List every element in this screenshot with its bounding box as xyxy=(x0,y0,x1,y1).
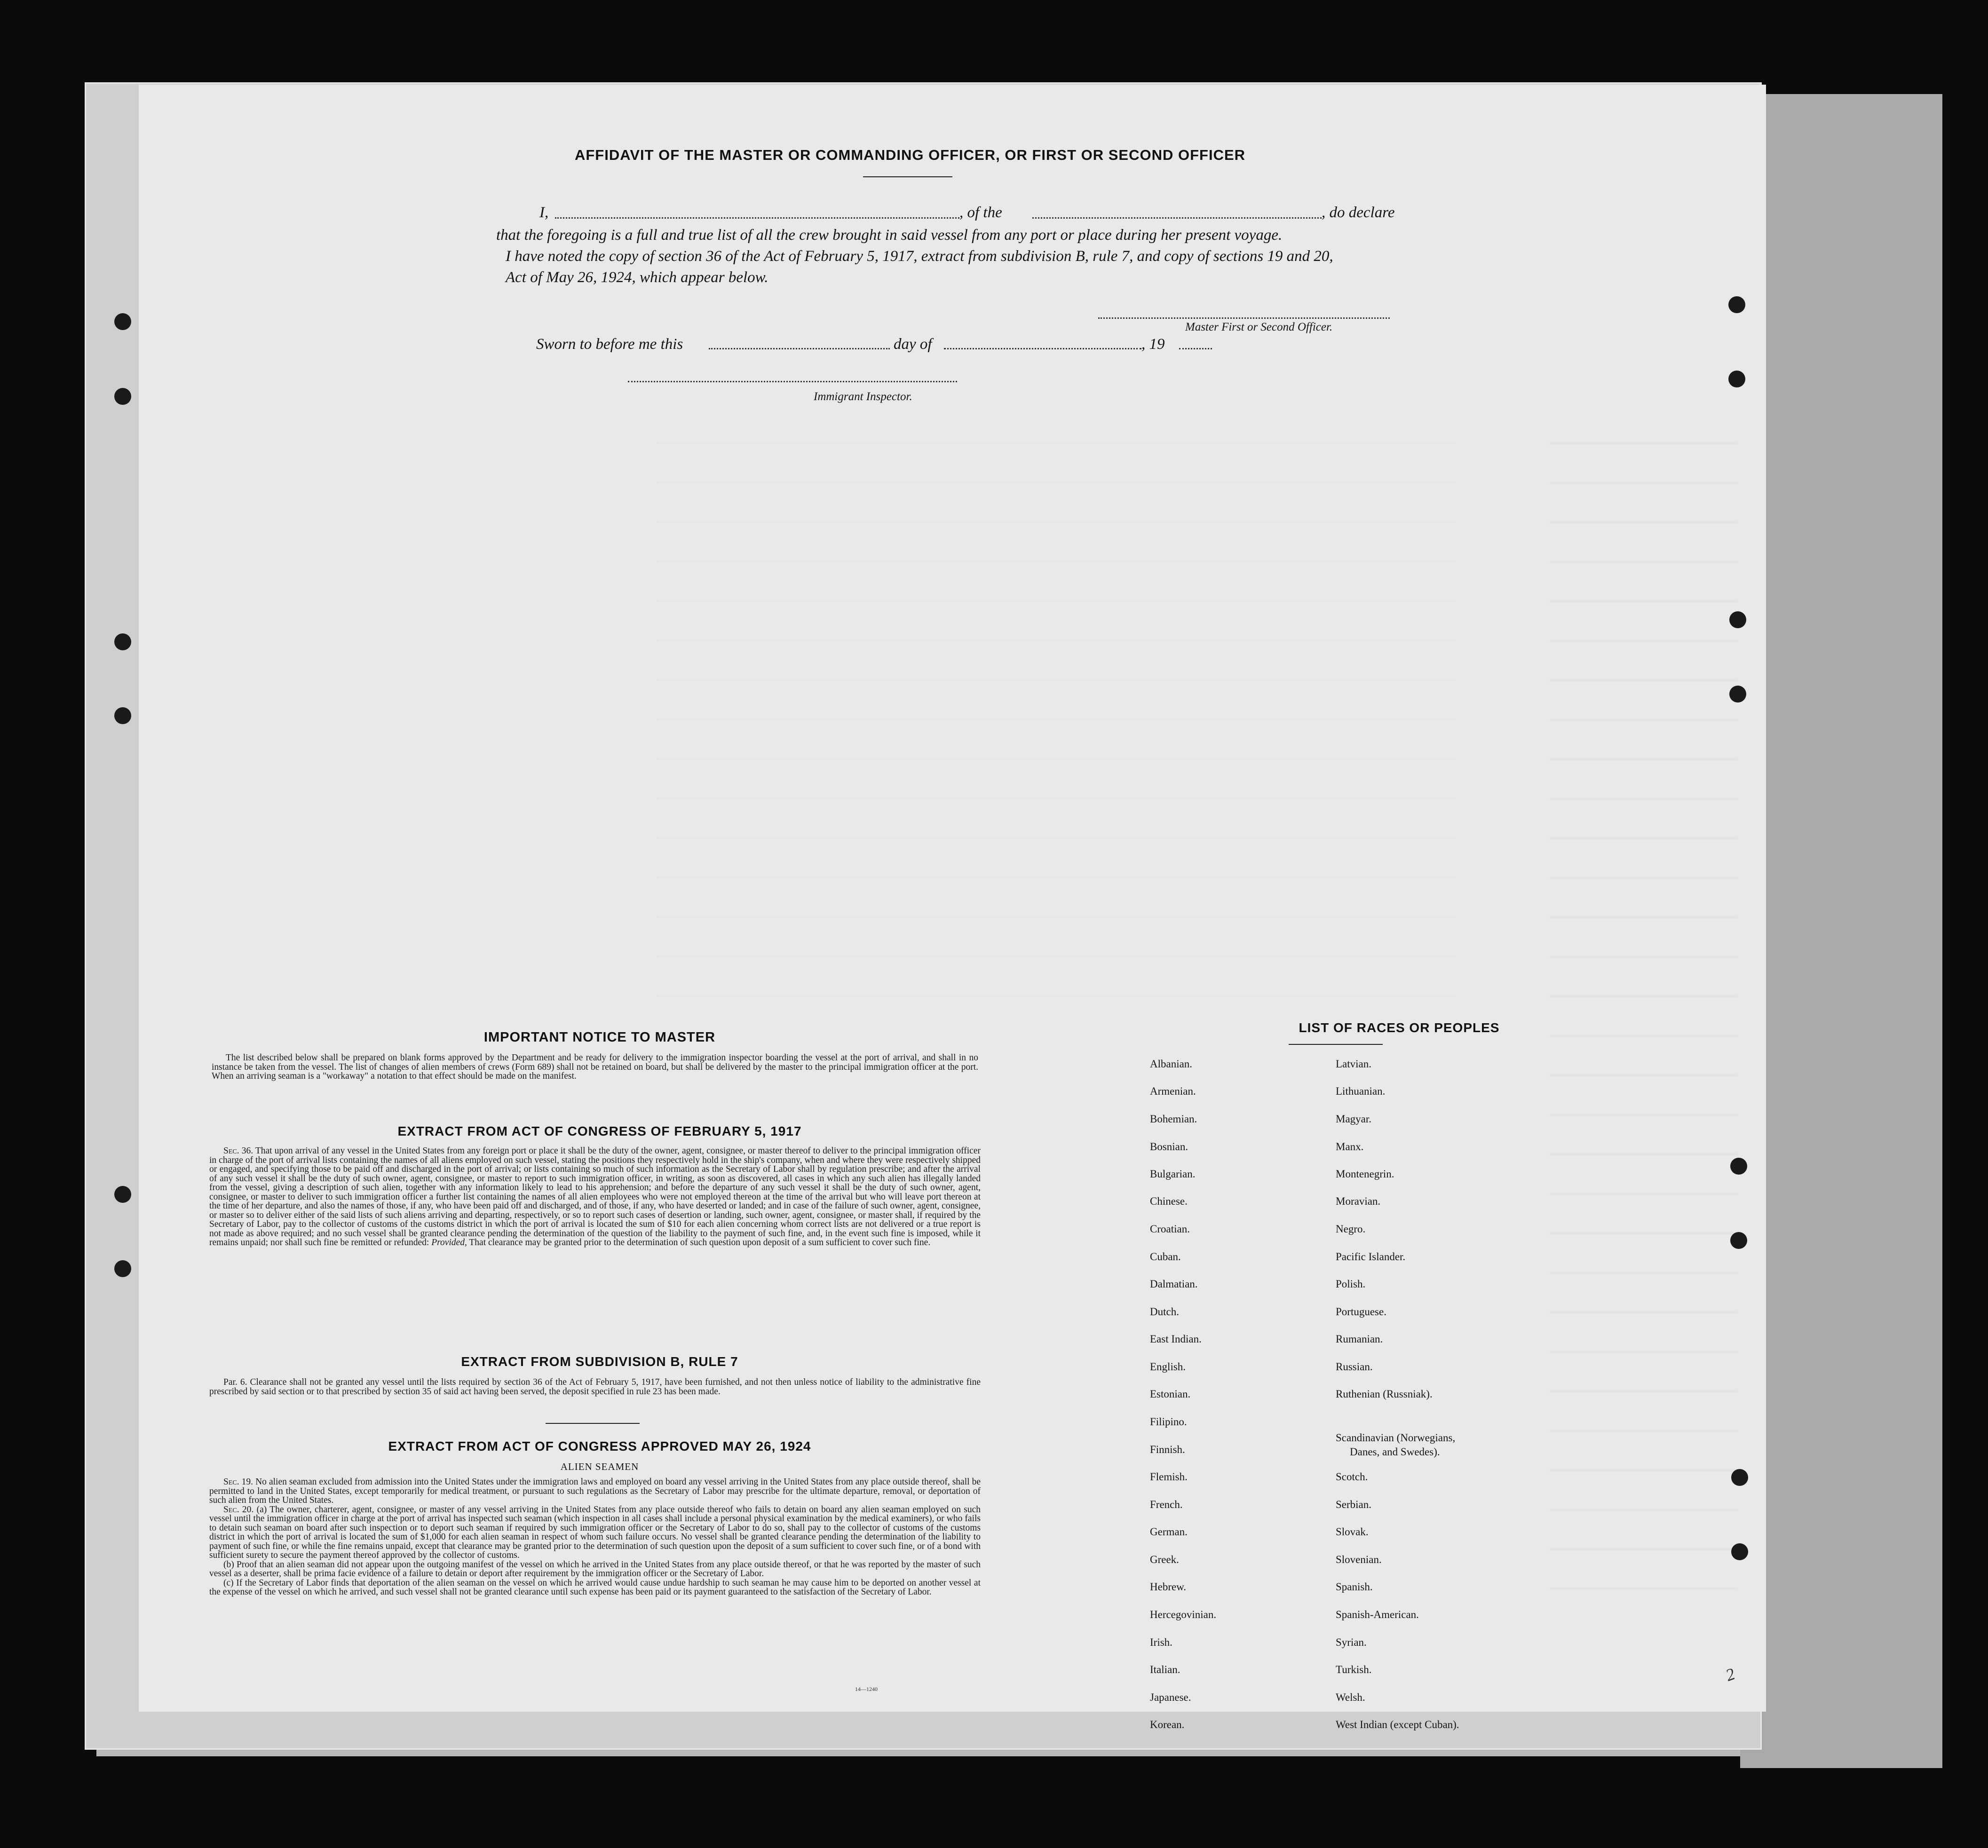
race-item: Manx. xyxy=(1336,1141,1364,1153)
sworn-month-blank[interactable] xyxy=(944,348,1141,349)
section-36-label: Sec. 36. xyxy=(223,1146,253,1156)
punch-hole xyxy=(1731,1543,1748,1560)
inspector-caption: Immigrant Inspector. xyxy=(814,390,912,403)
race-item: Latvian. xyxy=(1336,1058,1371,1070)
race-item: Hebrew. xyxy=(1150,1581,1187,1593)
race-item: Dalmatian. xyxy=(1150,1278,1198,1290)
affidavit-heading: AFFIDAVIT OF THE MASTER OR COMMANDING OFFICER, OR FIRST OR SECOND OFFICER xyxy=(574,147,1246,163)
race-item: Portuguese. xyxy=(1336,1306,1386,1318)
name-blank[interactable] xyxy=(555,217,959,219)
vessel-blank[interactable] xyxy=(1032,217,1322,219)
race-item: Hercegovinian. xyxy=(1150,1609,1217,1620)
race-item: Scandinavian (Norwegians, xyxy=(1336,1432,1456,1444)
race-item: Spanish. xyxy=(1336,1581,1373,1593)
sworn-year-blank[interactable] xyxy=(1179,348,1212,349)
affidavit-line-4: Act of May 26, 1924, which appear below. xyxy=(506,269,768,286)
punch-hole xyxy=(1731,1469,1748,1486)
punch-hole xyxy=(114,707,131,724)
punch-hole xyxy=(114,1260,131,1277)
extract-1924-heading: EXTRACT FROM ACT OF CONGRESS APPROVED MAY 26, 1924 xyxy=(388,1439,811,1453)
extract-1917-text: Sec. 36. That upon arrival of any vessel in the United States from any foreign port or place it shall be the duty of the owner, agent, consignee, or master thereof to deliver to the principal immigration officer in charge of the port of arrival lists containing the names of all aliens employed on such vessel, stating the positions they respectively hold in the ship's company, when and where they were respectively shipped or engaged, and specifying those to be paid off and discharged in the port of arrival; or lists containing so much of such information as the Secretary of Labor shall by regulation prescribe; and after the arrival of any such vessel it shall be the duty of such owner, agent, consignee, or master to report to such immigration officer, in writing, as soon as discovered, all cases in which any such alien has illegally landed from the vessel, giving a description of such alien, together with any information likely to lead to his apprehension; and before the departure of any such vessel it shall be the duty of such owner, agent, consignee, or master to deliver to such immigration officer a further list containing the names of all alien employees who were not employed thereon at the time of the arrival but who will leave port thereon at the time of her departure, and also the names of those, if any, who have been paid off and discharged, and of those, if any, who have deserted or landed; and in case of the failure of such owner, agent, consignee, or master so to deliver either of the said lists of such aliens arriving and departing, respectively, or so to report such cases of desertion or landing, such owner, agent, consignee, or master shall, if required by the Secretary of Labor, pay to the collector of customs of the customs district in which the port of arrival is located the sum of $10 for each alien concerning whom correct lists are not delivered or a true report is not made as above required; and no such vessel shall be granted clearance pending the determination of the question of the liability to the payment of such fine, and, in the event such fine is imposed, while it remains unpaid; nor shall such fine be remitted or refunded: Provided, That clearance may be granted prior to the determination of such question upon deposit of a sum sufficient to cover such fine. xyxy=(209,1146,981,1248)
subdivision-b-text: Par. 6. Clearance shall not be granted any vessel until the lists required by section 36 of the Act of February 5, 1917, have been furnished, and not then unless notice of liability to the administrative fine prescribed by said section or to that prescribed by section 35 of said act having been served, the deposit specified in rule 23 has been made. xyxy=(209,1377,981,1397)
race-item: Danes, and Swedes). xyxy=(1350,1446,1440,1458)
race-item: Croatian. xyxy=(1150,1223,1190,1235)
race-item: Montenegrin. xyxy=(1336,1168,1394,1180)
notice-heading: IMPORTANT NOTICE TO MASTER xyxy=(483,1030,716,1045)
race-item: Scotch. xyxy=(1336,1471,1368,1483)
race-item: Flemish. xyxy=(1150,1471,1188,1483)
race-item: West Indian (except Cuban). xyxy=(1336,1719,1459,1730)
race-item: Syrian. xyxy=(1336,1636,1367,1648)
right-edge-strip xyxy=(1740,94,1942,1768)
bleed-through-columns xyxy=(1550,414,1738,1589)
race-item: Bulgarian. xyxy=(1150,1168,1196,1180)
affidavit-line-3: I have noted the copy of section 36 of the Act of February 5, 1917, extract from subdivision B, rule 7, and copy of sections 19 and 20, xyxy=(506,248,1333,265)
race-item: Bohemian. xyxy=(1150,1113,1197,1125)
race-item: Estonian. xyxy=(1150,1388,1191,1400)
race-item: Japanese. xyxy=(1150,1691,1191,1703)
race-item: Chinese. xyxy=(1150,1195,1188,1207)
notice-text: The list described below shall be prepared on blank forms approved by the Department and be ready for delivery to the immigration inspector boarding the vessel at the port of arrival, and shall in no instance be taken from the vessel. The list of changes of alien members of crews (Form 689) shall not be retained on board, but shall be delivered by the master to the principal immigration officer at the port. When an arriving seaman is a "workaway" a notation to that effect should be made on the manifest. xyxy=(212,1053,978,1081)
race-item: Dutch. xyxy=(1150,1306,1179,1318)
affidavit-declare: , do declare xyxy=(1322,204,1395,221)
form-number: 14—1240 xyxy=(855,1686,878,1692)
affidavit-of-the: , of the xyxy=(959,204,1002,221)
race-item: Albanian. xyxy=(1150,1058,1193,1070)
sworn-label: Sworn to before me this xyxy=(536,336,683,353)
section-rule xyxy=(546,1423,640,1424)
race-item: Filipino. xyxy=(1150,1416,1187,1428)
race-item: Turkish. xyxy=(1336,1664,1372,1675)
sworn-day-blank[interactable] xyxy=(709,348,890,349)
document-page xyxy=(139,85,1766,1730)
race-item: Russian. xyxy=(1336,1361,1373,1373)
race-item: Slovenian. xyxy=(1336,1554,1382,1565)
punch-hole xyxy=(1728,371,1745,387)
race-item: East Indian. xyxy=(1150,1333,1202,1345)
punch-hole xyxy=(114,633,131,650)
race-item: Polish. xyxy=(1336,1278,1366,1290)
punch-hole xyxy=(1730,1158,1747,1175)
extract-1924-text: Sec. 19. No alien seaman excluded from admission into the United States under the immigration laws and employed on board any vessel arriving in the United States from any place outside thereof, shall be permitted to land in the United States, except temporarily for medical treatment, or pursuant to such regulations as the Secretary of Labor may prescribe for the ultimate departure, removal, or deportation of such alien from the United States. Sec. 20. (a) The owner, charterer, agent, consignee, or master of any vessel arriving in the United States from any place outside thereof who fails to detain on board any alien seaman employed on such vessel until the immigration officer in charge at the port of arrival has inspected such seaman (which inspection in all cases shall include a personal physical examination by the medical examiners), or who fails to detain such seaman on board after such inspection or to deport such seaman if required by such immigration officer or the Secretary of Labor to do so, shall pay to the collector of customs of the customs district in which the port of arrival is located the sum of $1,000 for each alien seaman in respect of whom such failure occurs. No vessel shall be granted clearance pending the determination of the liability to payment of such fine, or while the fine remains unpaid, except that clearance may be granted prior to the determination of such question upon the deposit of a sum sufficient to cover such fine, or of a bond with sufficient surety to secure the payment thereof approved by the collector of customs. (b) Proof that an alien seaman did not appear upon the outgoing manifest of the vessel on which he arrived in the United States from any place outside thereof, or that he was reported by the master of such vessel as a deserter, shall be prima facie evidence of a failure to detain or deport after requirement by the immigration officer or the Secretary of Labor. (c) If the Secretary of Labor finds that deportation of the alien seaman on the vessel on which he arrived would cause undue hardship to such seaman he may cause him to be deported on another vessel at the expense of the vessel on which he arrived, and such vessel shall not be granted clearance until such expense has been paid or its payment guaranteed to the satisfaction of the Secretary of Labor. xyxy=(209,1477,981,1597)
race-item: Finnish. xyxy=(1150,1444,1185,1455)
race-item: Bosnian. xyxy=(1150,1141,1188,1153)
punch-hole xyxy=(114,388,131,405)
punch-hole xyxy=(1729,611,1746,628)
punch-hole xyxy=(1729,686,1746,703)
race-item: Cuban. xyxy=(1150,1251,1181,1263)
race-item: Italian. xyxy=(1150,1664,1180,1675)
race-item: Negro. xyxy=(1336,1223,1366,1235)
day-of-label: day of xyxy=(894,336,932,353)
affidavit-i: I, xyxy=(539,204,549,221)
race-item: Slovak. xyxy=(1336,1526,1369,1538)
punch-hole xyxy=(114,1186,131,1203)
bleed-through-columns-mid xyxy=(656,414,1456,1025)
affidavit-heading-rule xyxy=(863,176,952,177)
race-item: Armenian. xyxy=(1150,1085,1196,1097)
race-item: French. xyxy=(1150,1499,1183,1510)
race-item: Serbian. xyxy=(1336,1499,1372,1510)
race-item: Lithuanian. xyxy=(1336,1085,1386,1097)
race-item: Rumanian. xyxy=(1336,1333,1383,1345)
race-item: Pacific Islander. xyxy=(1336,1251,1406,1263)
subdivision-b-heading: EXTRACT FROM SUBDIVISION B, RULE 7 xyxy=(461,1354,738,1369)
alien-seamen-subheading: ALIEN SEAMEN xyxy=(560,1461,639,1472)
races-heading: LIST OF RACES OR PEOPLES xyxy=(1299,1020,1500,1035)
punch-hole xyxy=(114,313,131,330)
race-item: Irish. xyxy=(1150,1636,1172,1648)
year-label: , 19 xyxy=(1141,336,1165,353)
punch-hole xyxy=(1728,296,1745,313)
race-item: Welsh. xyxy=(1336,1691,1365,1703)
punch-hole xyxy=(1730,1232,1747,1249)
race-item: German. xyxy=(1150,1526,1188,1538)
master-signature-line[interactable] xyxy=(1098,317,1390,319)
race-item: Moravian. xyxy=(1336,1195,1381,1207)
affidavit-line-2: that the foregoing is a full and true list of all the crew brought in said vessel from any port or place during her present voyage. xyxy=(496,227,1283,244)
races-heading-rule xyxy=(1289,1044,1383,1045)
master-caption: Master First or Second Officer. xyxy=(1185,321,1333,333)
race-item: Greek. xyxy=(1150,1554,1179,1565)
race-item: Spanish-American. xyxy=(1336,1609,1419,1620)
handwritten-page-mark: 2 xyxy=(1723,1664,1738,1685)
inspector-signature-line[interactable] xyxy=(628,381,957,382)
race-item: English. xyxy=(1150,1361,1186,1373)
race-item: Magyar. xyxy=(1336,1113,1372,1125)
race-item: Korean. xyxy=(1150,1719,1185,1730)
race-item: Ruthenian (Russniak). xyxy=(1336,1388,1433,1400)
extract-1917-heading: EXTRACT FROM ACT OF CONGRESS OF FEBRUARY 5, 1917 xyxy=(397,1124,802,1138)
